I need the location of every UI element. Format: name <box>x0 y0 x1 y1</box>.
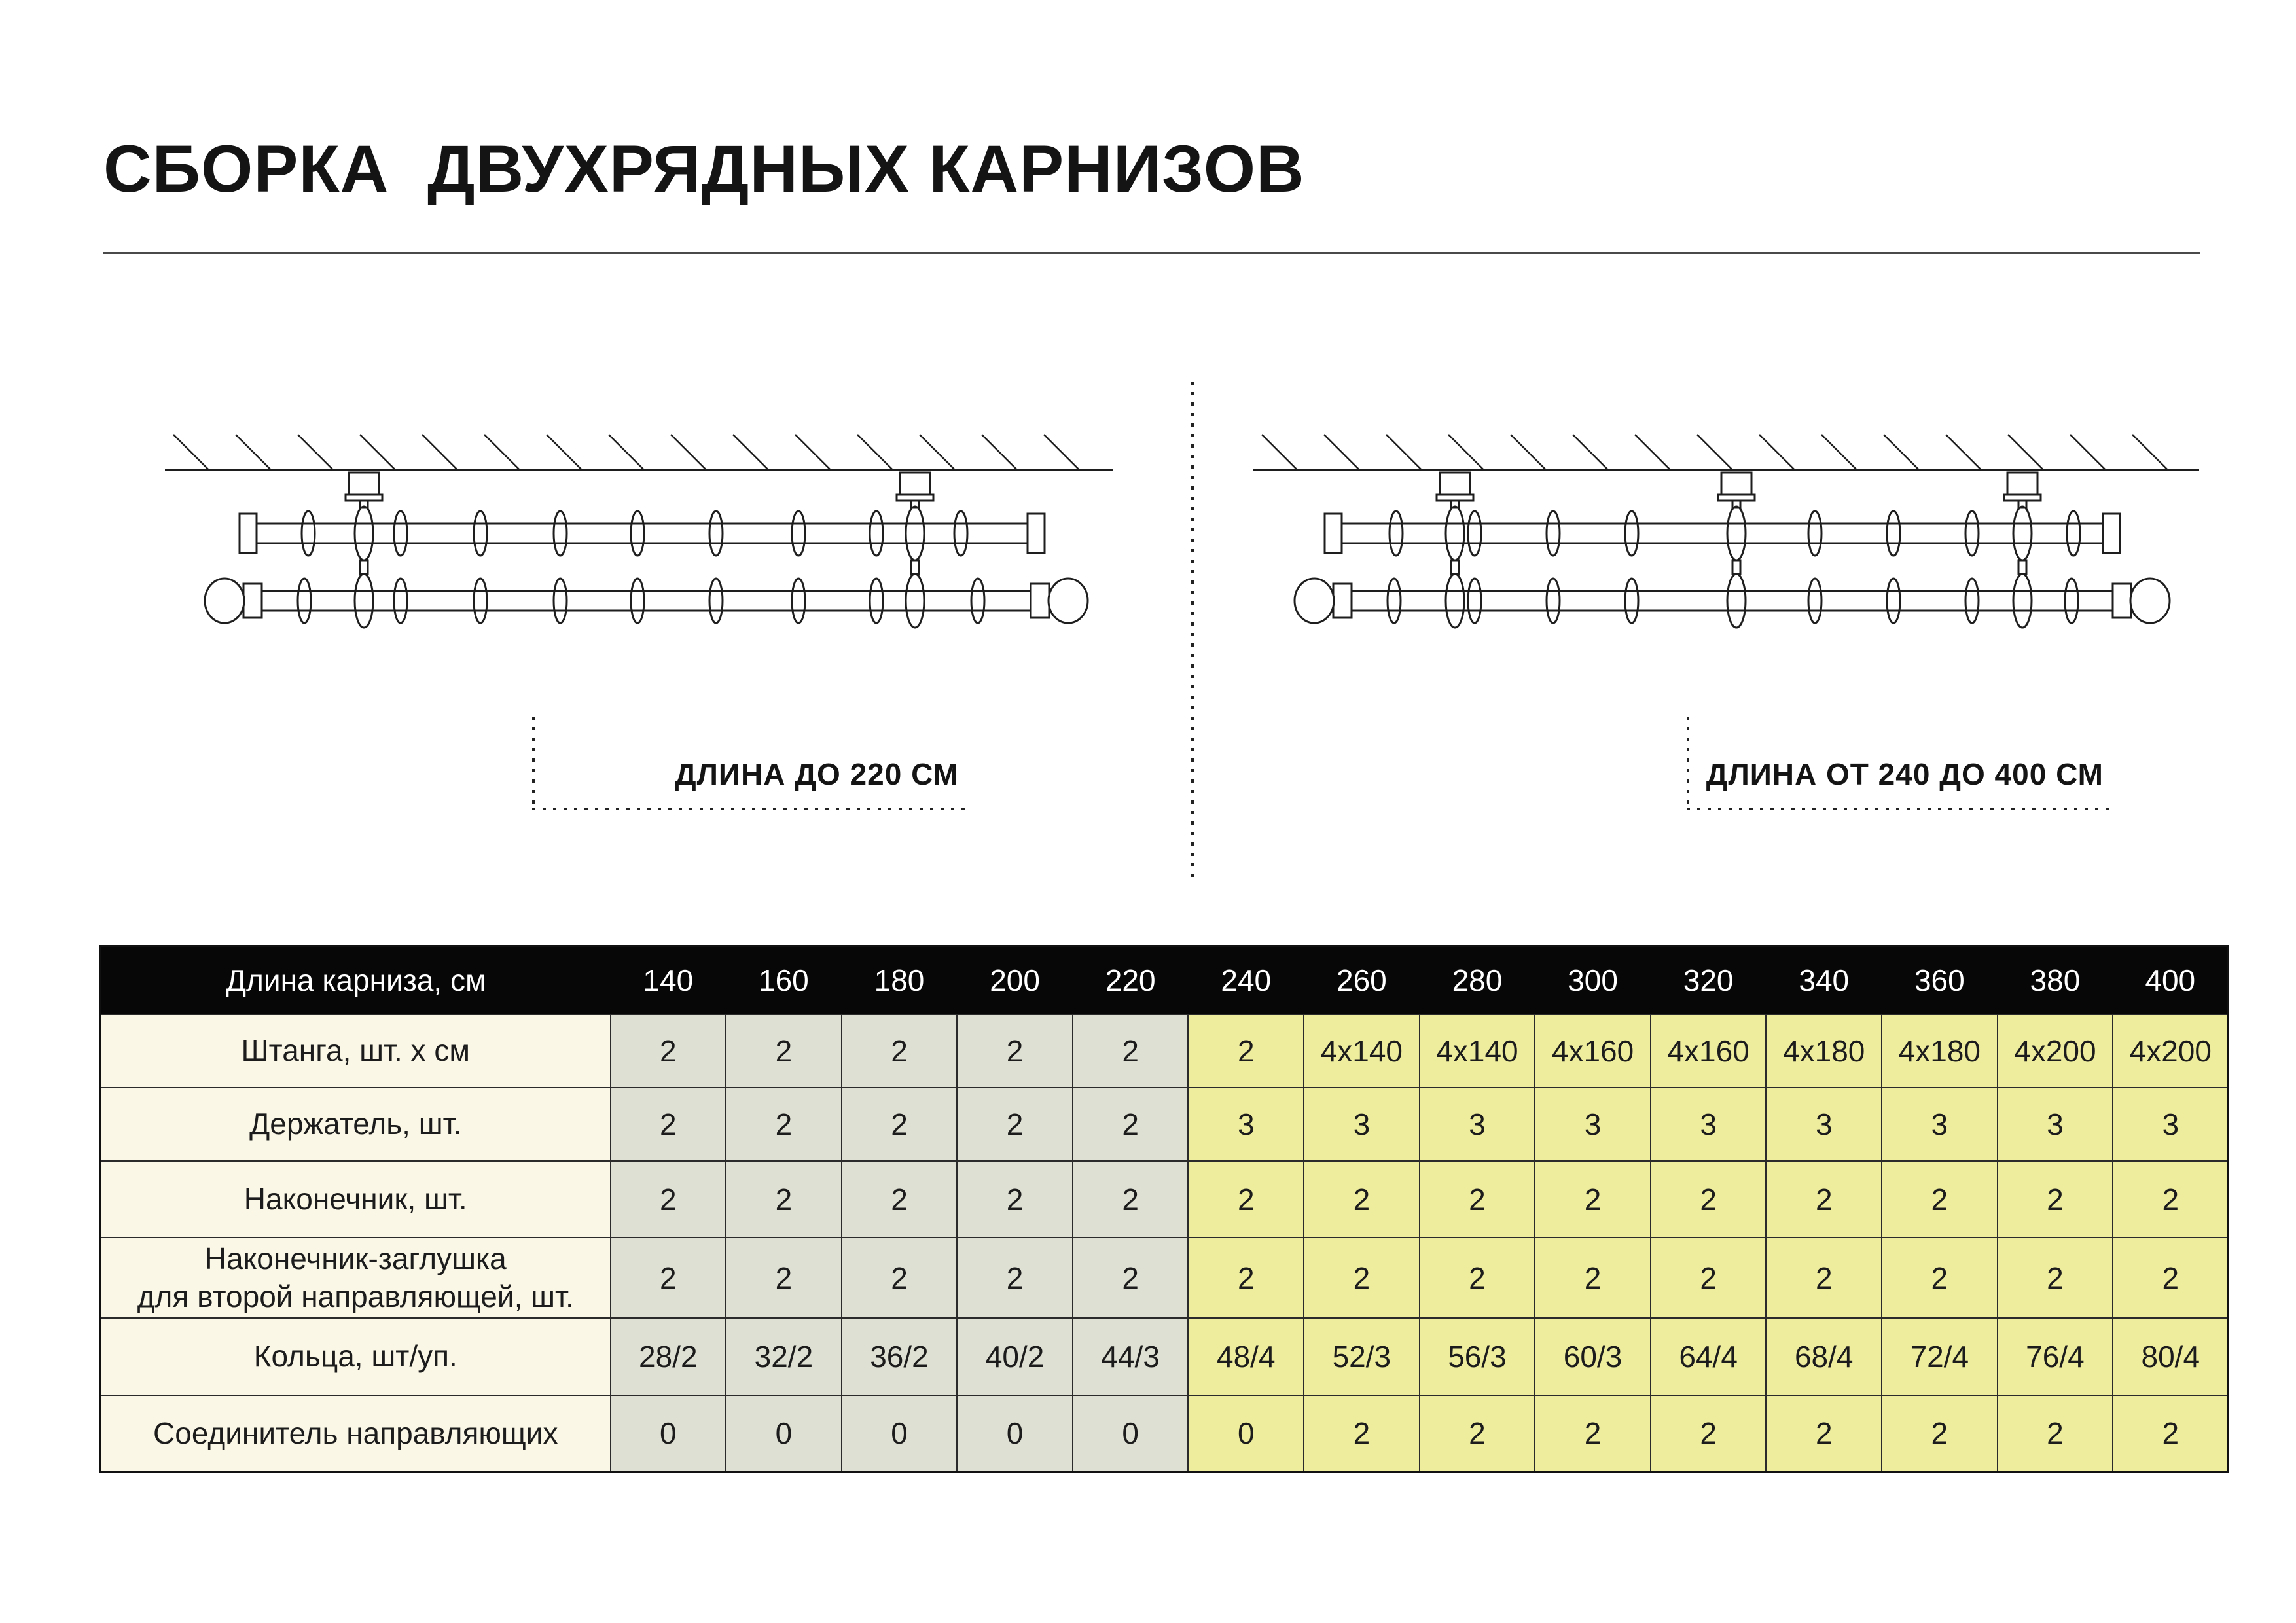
row-label-line: Соединитель направляющих <box>153 1416 558 1450</box>
table-cell: 3 <box>1535 1088 1651 1161</box>
header-cell-320: 320 <box>1651 946 1767 1015</box>
table-cell: 2 <box>611 1238 726 1318</box>
table-cell: 0 <box>842 1395 958 1472</box>
caption-up-to-220 <box>532 717 965 810</box>
table-cell: 0 <box>726 1395 842 1472</box>
table-cell: 0 <box>611 1395 726 1472</box>
caption-up-to-220-label: ДЛИНА ДО 220 СМ <box>674 757 959 791</box>
header-cell-200: 200 <box>957 946 1073 1015</box>
bracket-stem <box>1451 560 1459 574</box>
table-cell: 2 <box>957 1238 1073 1318</box>
table-cell: 2 <box>726 1161 842 1238</box>
table-cell: 28/2 <box>611 1318 726 1395</box>
table-cell: 76/4 <box>1998 1318 2113 1395</box>
ceiling-bracket-icon <box>2007 473 2037 496</box>
table-cell: 2 <box>1304 1161 1420 1238</box>
ceiling-hatch-icon <box>547 435 582 470</box>
table-cell: 0 <box>957 1395 1073 1472</box>
table-row <box>101 1088 2229 1161</box>
table-cell: 2 <box>1073 1238 1189 1318</box>
end-cap-icon <box>240 514 257 553</box>
title-underline <box>103 252 2200 254</box>
table-cell: 2 <box>1304 1238 1420 1318</box>
table-cell: 4x160 <box>1651 1014 1767 1088</box>
row-label <box>101 1161 611 1238</box>
end-cap-icon <box>1325 514 1342 553</box>
table-cell: 32/2 <box>726 1318 842 1395</box>
ceiling-hatch-icon <box>1324 435 1359 470</box>
ceiling-bracket-icon <box>1440 473 1470 496</box>
ceiling-hatch-icon <box>1573 435 1608 470</box>
header-cell-240: 240 <box>1188 946 1304 1015</box>
ceiling-hatch-icon <box>857 435 893 470</box>
ball-finial-icon <box>1049 579 1088 623</box>
ceiling-hatch-icon <box>671 435 706 470</box>
ceiling-hatch-icon <box>1697 435 1732 470</box>
diagram-cornice-240-to-400 <box>1253 435 2199 628</box>
ceiling-bracket-icon <box>349 473 379 496</box>
table-cell: 56/3 <box>1420 1318 1535 1395</box>
ceiling-hatch-icon <box>1262 435 1297 470</box>
parts-table <box>99 945 2229 1473</box>
caption-dotted-bottom-border <box>532 808 965 810</box>
page-title: СБОРКА ДВУХРЯДНЫХ КАРНИЗОВ <box>103 132 1305 206</box>
table-cell: 2 <box>1535 1395 1651 1472</box>
table-cell: 0 <box>1188 1395 1304 1472</box>
header-cell-380: 380 <box>1998 946 2113 1015</box>
finial-neck <box>243 584 262 618</box>
table-cell: 2 <box>1073 1014 1189 1088</box>
table-cell: 40/2 <box>957 1318 1073 1395</box>
table-cell: 4x200 <box>2113 1014 2229 1088</box>
bracket-stem <box>1732 560 1740 574</box>
table-row <box>101 1318 2229 1395</box>
table-cell: 2 <box>842 1014 958 1088</box>
table-cell: 2 <box>1998 1395 2113 1472</box>
table-cell: 2 <box>842 1161 958 1238</box>
caption-dotted-bottom-border <box>1687 808 2110 810</box>
row-label <box>101 1395 611 1472</box>
table-cell: 80/4 <box>2113 1318 2229 1395</box>
table-cell: 2 <box>726 1014 842 1088</box>
row-label <box>101 1238 611 1318</box>
header-cell-220: 220 <box>1073 946 1189 1015</box>
table-cell: 2 <box>1535 1161 1651 1238</box>
ceiling-hatch-icon <box>1759 435 1795 470</box>
diagram-cornice-up-to-220 <box>165 435 1113 628</box>
table-cell: 2 <box>1766 1395 1882 1472</box>
table-cell: 2 <box>611 1014 726 1088</box>
table-cell: 2 <box>957 1088 1073 1161</box>
table-cell: 3 <box>1882 1088 1998 1161</box>
table-cell: 2 <box>1998 1161 2113 1238</box>
ceiling-hatch-icon <box>982 435 1017 470</box>
finial-neck <box>1333 584 1352 618</box>
table-cell: 2 <box>842 1238 958 1318</box>
finial-neck <box>2113 584 2131 618</box>
lower-rod <box>262 591 1031 611</box>
table-cell: 3 <box>1651 1088 1767 1161</box>
table-cell: 2 <box>1420 1238 1535 1318</box>
table-row <box>101 1161 2229 1238</box>
ball-finial-icon <box>2130 579 2170 623</box>
table-cell: 4x180 <box>1766 1014 1882 1088</box>
ceiling-hatch-icon <box>1448 435 1484 470</box>
table-cell: 2 <box>1766 1238 1882 1318</box>
ceiling-hatch-icon <box>1946 435 1981 470</box>
ceiling-hatch-icon <box>298 435 333 470</box>
table-cell: 44/3 <box>1073 1318 1189 1395</box>
upper-rod <box>1342 524 2103 543</box>
finial-neck <box>1031 584 1049 618</box>
table-cell: 3 <box>1766 1088 1882 1161</box>
table-cell: 2 <box>1766 1161 1882 1238</box>
ceiling-hatch-icon <box>484 435 520 470</box>
table-cell: 2 <box>1188 1014 1304 1088</box>
row-label-line: Наконечник, шт. <box>243 1181 467 1216</box>
row-label-line: Держатель, шт. <box>249 1107 462 1141</box>
caption-240-to-400 <box>1687 717 2110 810</box>
table-cell: 2 <box>1882 1238 1998 1318</box>
table-cell: 2 <box>2113 1161 2229 1238</box>
table-cell: 2 <box>726 1088 842 1161</box>
ceiling-hatch-icon <box>733 435 768 470</box>
table-cell: 48/4 <box>1188 1318 1304 1395</box>
header-cell-160: 160 <box>726 946 842 1015</box>
end-cap-icon <box>2103 514 2120 553</box>
ceiling-bracket-icon <box>900 473 930 496</box>
table-cell: 2 <box>842 1088 958 1161</box>
header-cell-length: Длина карниза, см <box>101 946 611 1015</box>
ceiling-hatch-icon <box>795 435 831 470</box>
ceiling-hatch-icon <box>422 435 457 470</box>
ball-finial-icon <box>1295 579 1334 623</box>
table-cell: 2 <box>1882 1395 1998 1472</box>
header-cell-340: 340 <box>1766 946 1882 1015</box>
bracket-stem <box>2018 560 2026 574</box>
table-cell: 3 <box>1998 1088 2113 1161</box>
row-label <box>101 1318 611 1395</box>
table-cell: 2 <box>1188 1161 1304 1238</box>
table-cell: 68/4 <box>1766 1318 1882 1395</box>
table-cell: 2 <box>1073 1088 1189 1161</box>
ceiling-hatch-icon <box>360 435 395 470</box>
table-cell: 64/4 <box>1651 1318 1767 1395</box>
header-cell-280: 280 <box>1420 946 1535 1015</box>
ceiling-bracket-icon <box>1721 473 1751 496</box>
table-cell: 2 <box>1073 1161 1189 1238</box>
ceiling-hatch-icon <box>2070 435 2106 470</box>
table-cell: 4x180 <box>1882 1014 1998 1088</box>
table-cell: 2 <box>2113 1395 2229 1472</box>
ceiling-hatch-icon <box>609 435 644 470</box>
header-cell-300: 300 <box>1535 946 1651 1015</box>
header-cell-260: 260 <box>1304 946 1420 1015</box>
ceiling-hatch-icon <box>236 435 271 470</box>
table-cell: 3 <box>2113 1088 2229 1161</box>
diagram-divider-dotted-line <box>1191 382 1194 878</box>
table-cell: 4x140 <box>1304 1014 1420 1088</box>
table-cell: 4x160 <box>1535 1014 1651 1088</box>
row-label-line: Наконечник-заглушка <box>204 1241 507 1275</box>
table-cell: 3 <box>1304 1088 1420 1161</box>
table-cell: 2 <box>1420 1161 1535 1238</box>
bracket-stem <box>360 560 368 574</box>
table-cell: 2 <box>726 1238 842 1318</box>
table-row <box>101 1014 2229 1088</box>
ball-finial-icon <box>205 579 244 623</box>
row-label-line: Штанга, шт. х см <box>241 1033 470 1068</box>
table-cell: 2 <box>957 1161 1073 1238</box>
table-cell: 72/4 <box>1882 1318 1998 1395</box>
header-cell-400: 400 <box>2113 946 2229 1015</box>
ceiling-hatch-icon <box>1635 435 1670 470</box>
table-cell: 60/3 <box>1535 1318 1651 1395</box>
table-cell: 0 <box>1073 1395 1189 1472</box>
table-cell: 2 <box>1651 1161 1767 1238</box>
table-cell: 2 <box>1420 1395 1535 1472</box>
ceiling-hatch-icon <box>2132 435 2168 470</box>
row-label <box>101 1014 611 1088</box>
table-cell: 2 <box>1651 1395 1767 1472</box>
ceiling-hatch-icon <box>1044 435 1079 470</box>
table-cell: 3 <box>1420 1088 1535 1161</box>
table-cell: 2 <box>1882 1161 1998 1238</box>
table-cell: 2 <box>1188 1238 1304 1318</box>
row-label <box>101 1088 611 1161</box>
bracket-stem <box>911 560 919 574</box>
table-cell: 2 <box>611 1088 726 1161</box>
end-cap-icon <box>1028 514 1045 553</box>
table-cell: 2 <box>1304 1395 1420 1472</box>
table-cell: 52/3 <box>1304 1318 1420 1395</box>
table-cell: 36/2 <box>842 1318 958 1395</box>
table-cell: 4x200 <box>1998 1014 2113 1088</box>
row-label-line: для второй направляющей, шт. <box>137 1279 574 1313</box>
lower-rod <box>1352 591 2113 611</box>
table-row <box>101 1238 2229 1318</box>
header-cell-360: 360 <box>1882 946 1998 1015</box>
row-label-line: Кольца, шт/уп. <box>253 1339 457 1374</box>
table-cell: 4x140 <box>1420 1014 1535 1088</box>
table-cell: 3 <box>1188 1088 1304 1161</box>
table-cell: 2 <box>611 1161 726 1238</box>
ceiling-hatch-icon <box>2008 435 2043 470</box>
ceiling-hatch-icon <box>173 435 209 470</box>
table-cell: 2 <box>1651 1238 1767 1318</box>
ceiling-hatch-icon <box>1821 435 1857 470</box>
caption-240-to-400-label: ДЛИНА ОТ 240 ДО 400 СМ <box>1706 757 2104 791</box>
table-cell: 2 <box>957 1014 1073 1088</box>
ceiling-hatch-icon <box>1511 435 1546 470</box>
table-cell: 2 <box>2113 1238 2229 1318</box>
parts-table-container <box>99 945 2228 1473</box>
ceiling-hatch-icon <box>1386 435 1422 470</box>
table-cell: 2 <box>1535 1238 1651 1318</box>
table-header-row <box>101 946 2229 1015</box>
header-cell-180: 180 <box>842 946 958 1015</box>
ceiling-hatch-icon <box>1884 435 1919 470</box>
table-cell: 2 <box>1998 1238 2113 1318</box>
header-cell-140: 140 <box>611 946 726 1015</box>
table-row <box>101 1395 2229 1472</box>
ceiling-hatch-icon <box>920 435 955 470</box>
